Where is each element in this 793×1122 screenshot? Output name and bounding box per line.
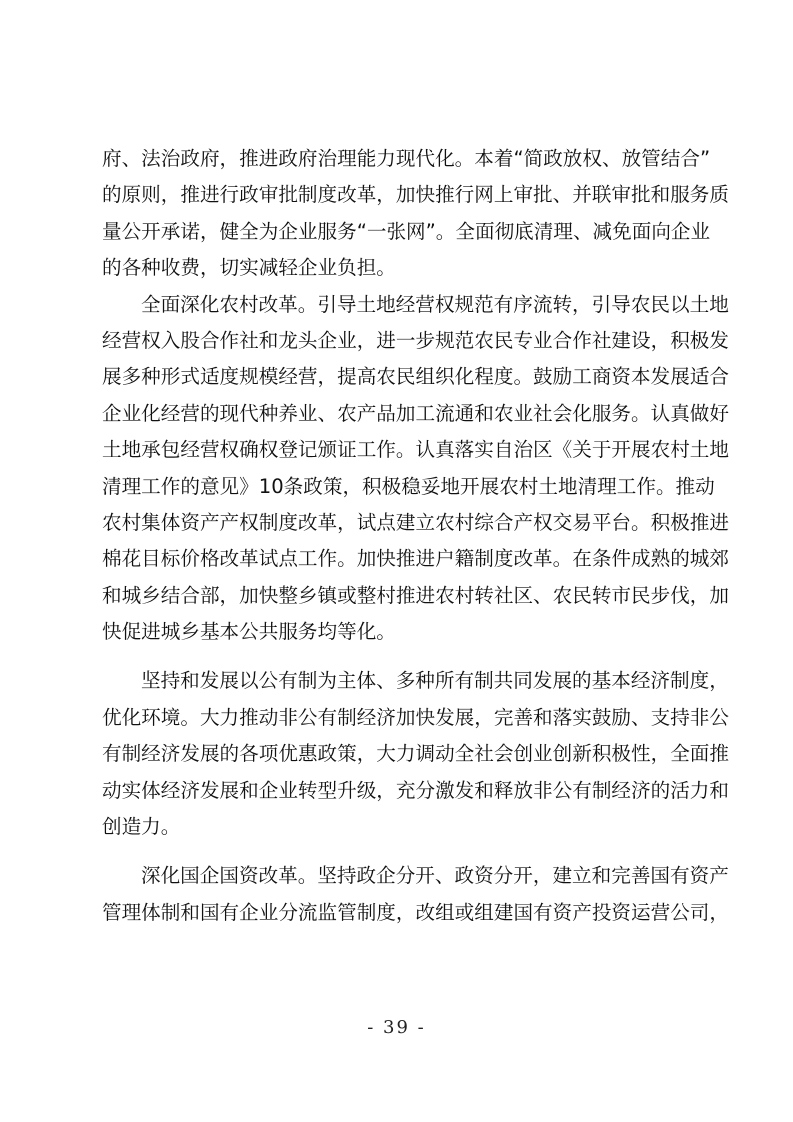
text-line: 坚持和发展以公有制为主体、多种所有制共同发展的基本经济制度， xyxy=(141,669,729,693)
text-line: 有制经济发展的各项优惠政策，大力调动全社会创业创新积极性，全面推 xyxy=(102,742,729,766)
text-line: 和城乡结合部，加快整乡镇或整村推进农村转社区、农民转市民步伐，加 xyxy=(102,583,729,607)
text-line: 量公开承诺，健全为企业服务“一张网”。全面彻底清理、减免面向企业 xyxy=(102,219,711,243)
text-line: 的原则，推进行政审批制度改革，加快推行网上审批、并联审批和服务质 xyxy=(102,183,729,207)
text-line: 棉花目标价格改革试点工作。加快推进户籍制度改革。在条件成熟的城郊 xyxy=(102,547,729,571)
text-line: 深化国企国资改革。坚持政企分开、政资分开，建立和完善国有资产 xyxy=(141,864,729,888)
page-number: - 39 - xyxy=(367,1017,426,1038)
text-line: 的各种收费，切实减轻企业负担。 xyxy=(102,256,396,280)
text-line: 创造力。 xyxy=(102,815,181,839)
text-line: 快促进城乡基本公共服务均等化。 xyxy=(102,620,396,644)
paragraph-1 xyxy=(102,141,729,287)
text-line: 全面深化农村改革。引导土地经营权规范有序流转，引导农民以土地 xyxy=(141,292,729,316)
text-line: 清理工作的意见》10条政策，积极稳妥地开展农村土地清理工作。推动 xyxy=(102,474,715,498)
paragraph-spacing xyxy=(102,650,694,663)
text-line: 企业化经营的现代种养业、农产品加工流通和农业社会化服务。认真做好 xyxy=(102,401,729,425)
document-body xyxy=(102,141,729,931)
text-line: 经营权入股合作社和龙头企业，进一步规范农民专业合作社建设，积极发 xyxy=(102,328,729,352)
paragraph-2 xyxy=(102,287,729,651)
text-line: 展多种形式适度规模经营，提高农民组织化程度。鼓励工商资本发展适合 xyxy=(102,365,729,389)
text-line: 农村集体资产产权制度改革，试点建立农村综合产权交易平台。积极推进 xyxy=(102,510,729,534)
text-line: 府、法治政府，推进政府治理能力现代化。本着“简政放权、放管结合” xyxy=(102,147,711,170)
paragraph-spacing xyxy=(102,845,694,858)
text-line: 土地承包经营权确权登记颁证工作。认真落实自治区《关于开展农村土地 xyxy=(102,438,729,462)
text-line: 管理体制和国有企业分流监管制度，改组或组建国有资产投资运营公司， xyxy=(102,900,729,924)
paragraph-4 xyxy=(102,858,729,931)
text-line: 动实体经济发展和企业转型升级，充分激发和释放非公有制经济的活力和 xyxy=(102,778,729,802)
paragraph-3 xyxy=(102,663,729,845)
text-line: 优化环境。大力推动非公有制经济加快发展，完善和落实鼓励、支持非公 xyxy=(102,705,729,729)
